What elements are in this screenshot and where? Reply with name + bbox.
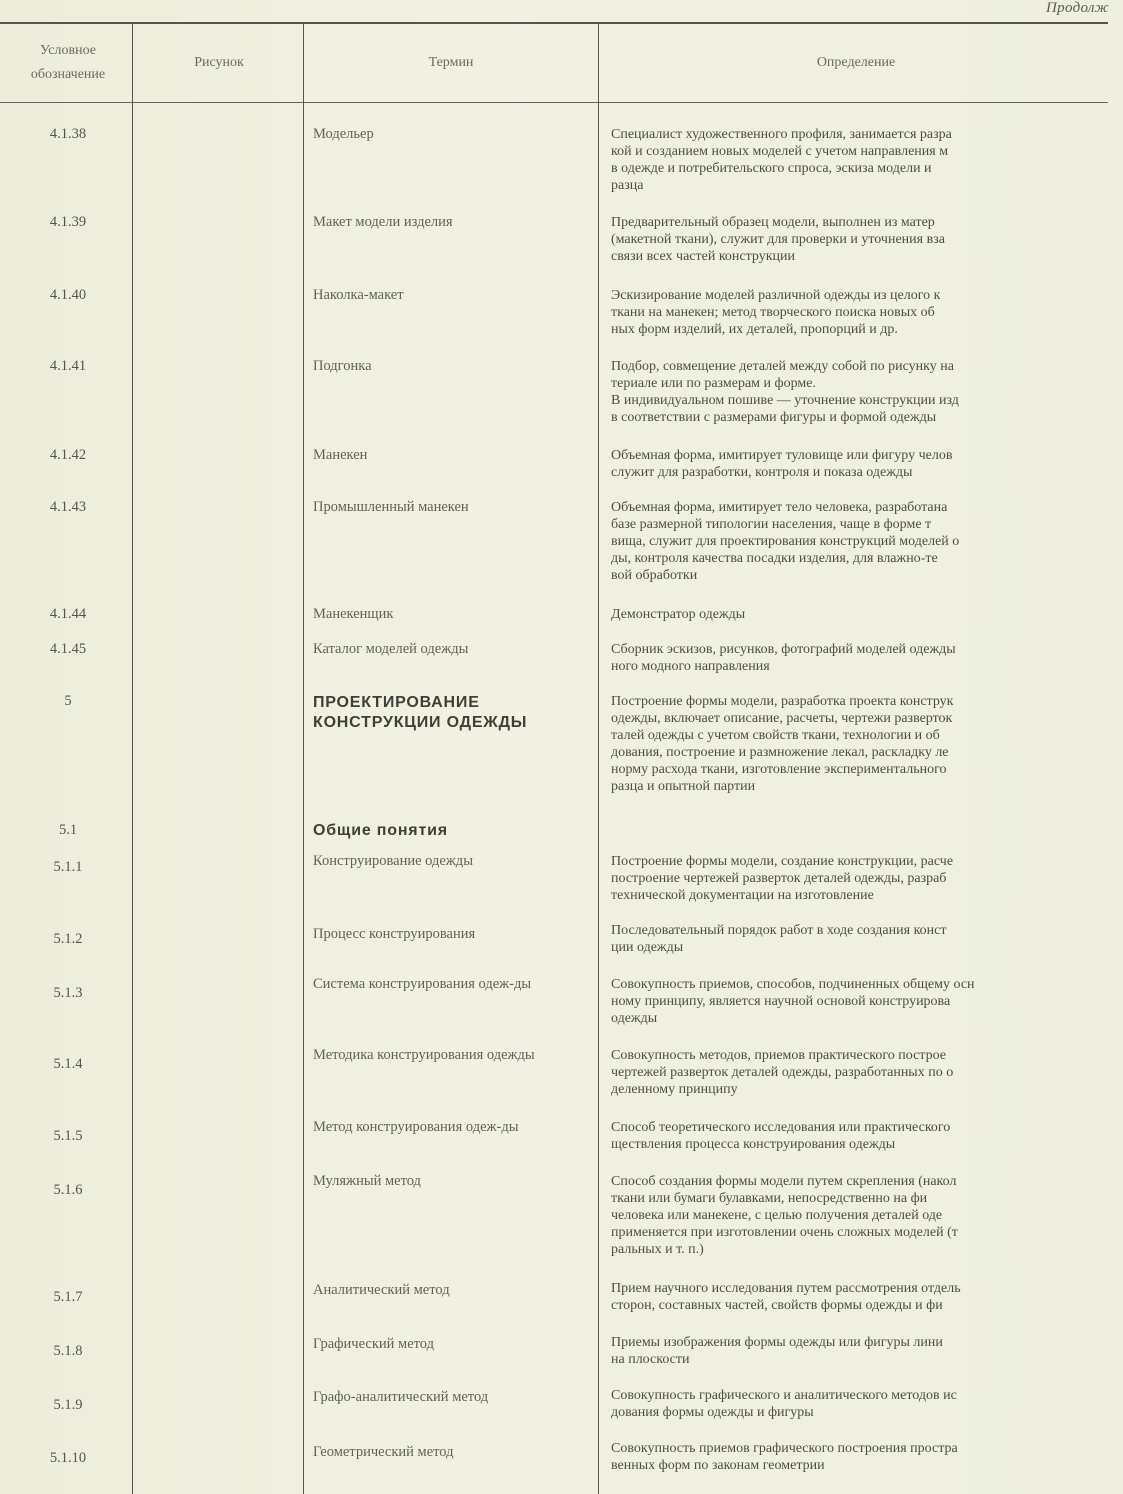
definition-line: деленному принципу bbox=[611, 1082, 738, 1097]
row-definition bbox=[611, 287, 1111, 338]
header-definition: Определение bbox=[816, 55, 896, 70]
definition-line: разца bbox=[611, 178, 644, 193]
definition-line: базе размерной типологии населения, чаще в форме т bbox=[611, 517, 932, 532]
definition-line: Предварительный образец модели, выполнен из матер bbox=[611, 215, 935, 230]
row-code: 5.1.5 bbox=[53, 1128, 83, 1144]
definition-line: кой и созданием новых моделей с учетом направления м bbox=[611, 144, 949, 159]
definition-line: Специалист художественного профиля, занимается разра bbox=[611, 127, 952, 142]
row-term: Конструирование одежды bbox=[313, 853, 473, 869]
header-term: Термин bbox=[428, 55, 474, 70]
row-definition bbox=[611, 1119, 1111, 1153]
definition-line: Способ создания формы модели путем скрепления (накол bbox=[611, 1174, 957, 1189]
definition-line: ткани или бумаги булавками, непосредственно на фи bbox=[611, 1191, 928, 1206]
row-code: 4.1.42 bbox=[49, 447, 87, 463]
row-definition bbox=[611, 1387, 1111, 1421]
row-code: 4.1.44 bbox=[49, 606, 87, 622]
row-definition bbox=[611, 1173, 1111, 1258]
definition-line: (макетной ткани), служит для проверки и уточнения вза bbox=[611, 232, 945, 247]
definition-line: применяется при изготовлении очень сложных моделей (т bbox=[611, 1225, 958, 1240]
header-code: Условное обозначение bbox=[30, 43, 106, 82]
definition-line: Способ теоретического исследования или практического bbox=[611, 1120, 951, 1135]
row-code: 5.1.1 bbox=[53, 859, 83, 875]
row-code: 5.1.8 bbox=[53, 1343, 83, 1359]
row-code: 4.1.39 bbox=[49, 214, 87, 230]
definition-line: Эскизирование моделей различной одежды из целого к bbox=[611, 288, 941, 303]
row-definition bbox=[611, 447, 1111, 481]
definition-line: Построение формы модели, создание конструкции, расче bbox=[611, 854, 954, 869]
row-term: Система конструирования одеж-ды bbox=[313, 976, 532, 992]
definition-line: ществления процесса конструирования одежды bbox=[611, 1137, 896, 1152]
row-code: 5.1.4 bbox=[53, 1056, 83, 1072]
definition-line: ных форм изделий, их деталей, пропорций и др. bbox=[611, 322, 898, 337]
row-code: 5.1.3 bbox=[53, 985, 83, 1001]
definition-line: на плоскости bbox=[611, 1352, 690, 1367]
definition-line: В индивидуальном пошиве — уточнение конструкции изд bbox=[611, 393, 959, 408]
row-code: 5 bbox=[64, 693, 72, 709]
row-term: Манекенщик bbox=[313, 606, 394, 622]
definition-line: ральных и т. п.) bbox=[611, 1242, 704, 1257]
row-code: 4.1.45 bbox=[49, 641, 87, 657]
row-term: Подгонка bbox=[313, 358, 372, 374]
row-definition bbox=[611, 1280, 1111, 1314]
definition-line: Объемная форма, имитирует туловище или фигуру челов bbox=[611, 448, 953, 463]
row-definition bbox=[611, 1440, 1111, 1474]
definition-line: Объемная форма, имитирует тело человека, разработана bbox=[611, 500, 948, 515]
definition-line: ткани на манекен; метод творческого поиска новых об bbox=[611, 305, 935, 320]
row-term: Методика конструирования одежды bbox=[313, 1047, 535, 1063]
row-term: Промышленный манекен bbox=[313, 499, 469, 515]
definition-line: вища, служит для проектирования конструкций моделей о bbox=[611, 534, 960, 549]
row-code: 5.1.2 bbox=[53, 931, 83, 947]
row-term: Геометрический метод bbox=[313, 1444, 454, 1460]
row-definition bbox=[611, 641, 1111, 675]
row-term: Каталог моделей одежды bbox=[313, 641, 469, 657]
row-definition bbox=[611, 1047, 1111, 1098]
row-definition bbox=[611, 214, 1111, 265]
definition-line: Совокупность приемов графического построения простра bbox=[611, 1441, 958, 1456]
row-code: 4.1.38 bbox=[49, 126, 87, 142]
row-code: 4.1.43 bbox=[49, 499, 87, 515]
definition-line: разца и опытной партии bbox=[611, 779, 756, 794]
definition-line: Совокупность графического и аналитического методов ис bbox=[611, 1388, 957, 1403]
definition-line: ции одежды bbox=[611, 940, 684, 955]
definition-line: чертежей разверток деталей одежды, разработанных по о bbox=[611, 1065, 954, 1080]
definition-line: Сборник эскизов, рисунков, фотографий моделей одежды bbox=[611, 642, 956, 657]
definition-line: ному принципу, является научной основой конструирова bbox=[611, 994, 951, 1009]
row-term: Манекен bbox=[313, 447, 368, 463]
definition-line: технической документации на изготовление bbox=[611, 888, 874, 903]
definition-line: сторон, составных частей, свойств формы одежды и фи bbox=[611, 1298, 943, 1313]
row-term: Макет модели изделия bbox=[313, 214, 453, 230]
row-code: 5.1.6 bbox=[53, 1182, 83, 1198]
row-term: Модельер bbox=[313, 126, 374, 142]
row-definition bbox=[611, 126, 1111, 194]
row-definition bbox=[611, 922, 1111, 956]
definition-line: Совокупность приемов, способов, подчиненных общему осн bbox=[611, 977, 975, 992]
row-term: Муляжный метод bbox=[313, 1173, 421, 1189]
definition-line: дования формы одежды и фигуры bbox=[611, 1405, 814, 1420]
row-term: Аналитический метод bbox=[313, 1282, 450, 1298]
row-code: 5.1.7 bbox=[53, 1289, 83, 1305]
definition-line: в одежде и потребительского спроса, эскиза модели и bbox=[611, 161, 932, 176]
definition-line: связи всех частей конструкции bbox=[611, 249, 796, 264]
row-term: Графо-аналитический метод bbox=[313, 1389, 489, 1405]
column-divider-1 bbox=[132, 24, 133, 1494]
definition-line: териале или по размерам и форме. bbox=[611, 376, 816, 391]
row-code: 5.1 bbox=[58, 822, 78, 838]
subsection-heading: Общие понятия bbox=[313, 822, 448, 839]
row-code: 5.1.9 bbox=[53, 1397, 83, 1413]
definition-line: построение чертежей разверток деталей одежды, разраб bbox=[611, 871, 947, 886]
row-definition bbox=[611, 693, 1111, 795]
row-term: Графический метод bbox=[313, 1336, 434, 1352]
table-header-rule bbox=[0, 102, 1108, 103]
definition-line: Прием научного исследования путем рассмотрения отдель bbox=[611, 1281, 961, 1296]
row-definition bbox=[611, 976, 1111, 1027]
row-code: 4.1.41 bbox=[49, 358, 87, 374]
definition-line: талей одежды с учетом свойств ткани, технологии и об bbox=[611, 728, 940, 743]
definition-line: в соответствии с размерами фигуры и формой одежды bbox=[611, 410, 937, 425]
definition-line: Совокупность методов, приемов практического построе bbox=[611, 1048, 946, 1063]
row-code: 5.1.10 bbox=[49, 1450, 87, 1466]
row-term: Наколка-макет bbox=[313, 287, 404, 303]
definition-line: ного модного направления bbox=[611, 659, 770, 674]
definition-line: Последовательный порядок работ в ходе создания конст bbox=[611, 923, 947, 938]
definition-line: дования, построение и размножение лекал, раскладку ле bbox=[611, 745, 949, 760]
header-figure: Рисунок bbox=[194, 55, 244, 70]
row-term: Метод конструирования одеж-ды bbox=[313, 1119, 519, 1135]
definition-line: служит для разработки, контроля и показа одежды bbox=[611, 465, 913, 480]
definition-line: норму расхода ткани, изготовление экспериментального bbox=[611, 762, 947, 777]
definition-line: Подбор, совмещение деталей между собой по рисунку на bbox=[611, 359, 954, 374]
definition-line: Демонстратор одежды bbox=[611, 607, 746, 622]
row-definition bbox=[611, 853, 1111, 904]
definition-line: одежды, включает описание, расчеты, чертежи разверток bbox=[611, 711, 953, 726]
continued-label: Продолж bbox=[1046, 0, 1109, 16]
row-definition bbox=[611, 606, 1111, 623]
column-divider-2 bbox=[303, 24, 304, 1494]
definition-line: венных форм по законам геометрии bbox=[611, 1458, 825, 1473]
definition-line: вой обработки bbox=[611, 568, 698, 583]
row-code: 4.1.40 bbox=[49, 287, 87, 303]
definition-line: одежды bbox=[611, 1011, 658, 1026]
row-term: Процесс конструирования bbox=[313, 926, 476, 942]
definition-line: Построение формы модели, разработка проекта конструк bbox=[611, 694, 954, 709]
definition-line: человека или манекене, с целью получения деталей оде bbox=[611, 1208, 943, 1223]
column-divider-3 bbox=[598, 24, 599, 1494]
definition-line: ды, контроля качества посадки изделия, для влажно-те bbox=[611, 551, 938, 566]
definition-line: Приемы изображения формы одежды или фигуры лини bbox=[611, 1335, 943, 1350]
row-definition bbox=[611, 499, 1111, 584]
row-definition bbox=[611, 1334, 1111, 1368]
row-definition bbox=[611, 358, 1111, 426]
section-heading: ПРОЕКТИРОВАНИЕ КОНСТРУКЦИИ ОДЕЖДЫ bbox=[313, 694, 528, 731]
